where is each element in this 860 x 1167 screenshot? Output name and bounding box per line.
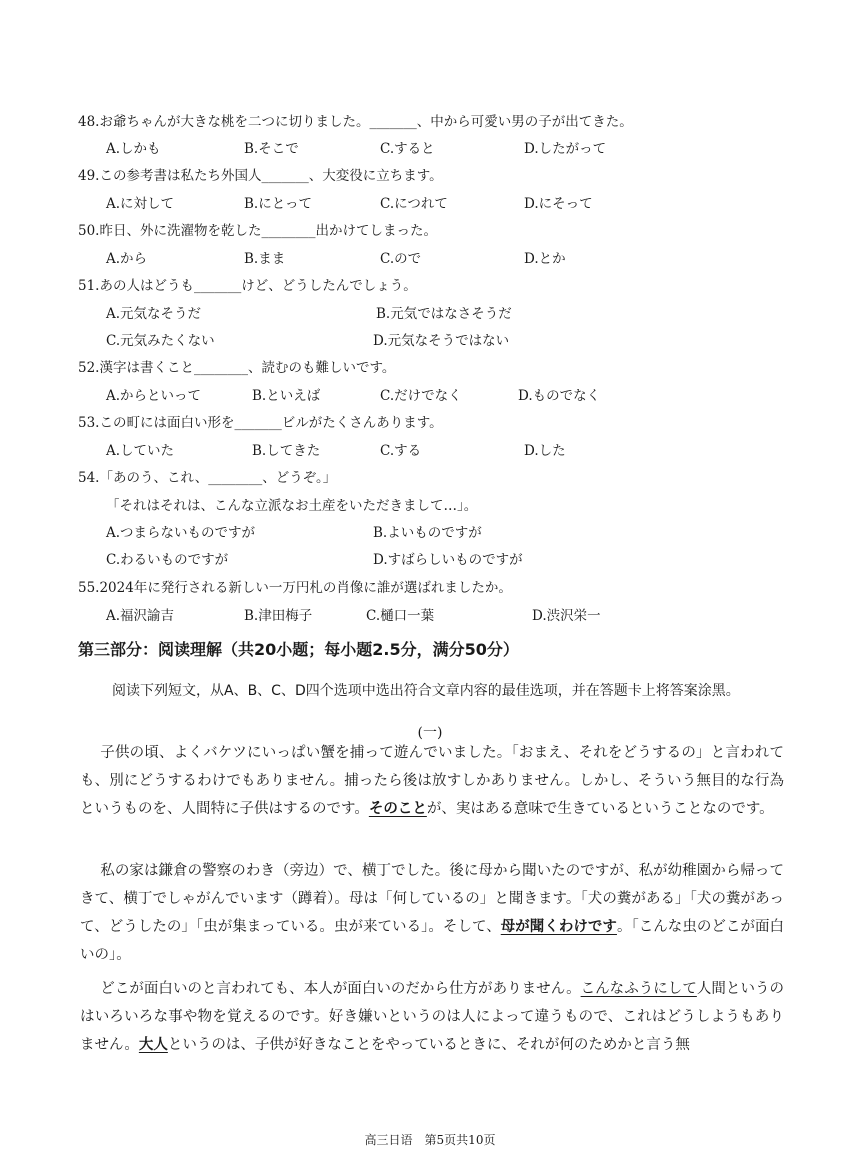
q48-option-d: D.したがって: [524, 141, 607, 157]
q55-option-d: D.渋沢栄一: [532, 608, 601, 624]
q55-option-b: B.津田梅子: [244, 608, 313, 624]
q52-option-b: B.といえば: [252, 388, 321, 404]
question-49-stem: 49.この参考書は私たち外国人_______、大変役に立ちます。: [78, 168, 443, 184]
q55-option-c: C.樋口一葉: [366, 608, 435, 624]
q50-option-a: A.から: [106, 251, 148, 267]
p3-text-a: どこが面白いのと言われても、本人が面白いのだから仕方がありません。: [100, 981, 581, 997]
question-50-stem: 50.昨日、外に洗濯物を乾した________出かけてしまった。: [78, 223, 437, 239]
q53-option-b: B.してきた: [252, 443, 321, 459]
question-48-stem: 48.お爺ちゃんが大きな桃を二つに切りました。_______、中から可愛い男の子が出てきた。: [78, 114, 633, 130]
q48-option-b: B.そこで: [244, 141, 299, 157]
q52-option-c: C.だけでなく: [380, 388, 462, 404]
p1-text-b: が、実はある意味で生きているということなのです。: [426, 801, 774, 817]
q55-option-a: A.福沢諭吉: [106, 608, 175, 624]
q50-option-b: B.まま: [244, 251, 286, 267]
p3-text-b: 人間というのはいろいろな事や物を覚えるのです。好き嫌いというのは人によって違うもので、これはどうしようもありません。: [80, 981, 785, 1053]
q52-option-a: A.からといって: [106, 388, 202, 404]
underlined-phrase-haha: 母が聞くわけです: [500, 918, 617, 935]
passage-paragraph-3: [80, 976, 784, 1060]
p1-text-a: 子供の頃、よくバケツにいっぱい蟹を捕って遊んでいました。「おまえ、それをどうするの」と言われても、別にどうするわけでもありません。捕ったら後は放すしかありません。しかし、そういう無目的な行為というものを、人間特に子供はするのです。: [80, 745, 784, 817]
question-52-stem: 52.漢字は書くこと________、読むのも難しいです。: [78, 360, 396, 376]
q54-option-b: B.よいものですが: [373, 525, 482, 541]
q53-option-d: D.した: [524, 443, 566, 459]
q51-option-a: A.元気なそうだ: [106, 306, 202, 322]
q49-option-c: C.につれて: [380, 196, 448, 212]
q51-option-c: C.元気みたくない: [106, 333, 215, 349]
question-54-dialogue: 「それはそれは、こんな立派なお土産をいただきまして…」。: [106, 498, 478, 514]
section-instruction: 阅读下列短文，从A、B、C、D四个选项中选出符合文章内容的最佳选项，并在答题卡上将答案涂黑。: [112, 683, 740, 699]
q53-option-c: C.する: [380, 443, 422, 459]
q50-option-c: C.ので: [380, 251, 422, 267]
underlined-word-otona: 大人: [138, 1036, 168, 1053]
question-54-stem: 54.「あのう、これ、________、どうぞ。」: [78, 470, 337, 486]
q51-option-d: D.元気なそうではない: [373, 333, 510, 349]
q48-option-c: C.すると: [380, 141, 435, 157]
question-55-stem: 55.2024年に発行される新しい一万円札の肖像に誰が選ばれましたか。: [78, 580, 512, 596]
q49-option-a: A.に対して: [106, 196, 175, 212]
underlined-phrase-sonokoto: そのこと: [368, 800, 427, 817]
passage-number: (一): [417, 725, 443, 741]
p3-text-c: というのは、子供が好きなことをやっているときに、それが何のためかと言う無: [167, 1037, 690, 1053]
p2-text-a: 私の家は鎌倉の警察のわき（旁边）で、横丁でした。後に母から聞いたのですが、私が幼稚園から帰ってきて、横丁でしゃがんでいます（蹲着）。母は「何しているの」と聞きます。「犬の糞がある」「犬の糞があって、どうしたの」「虫が集まっている。虫が来ている」。そして、: [80, 863, 784, 935]
q54-option-c: C.わるいものですが: [106, 552, 229, 568]
q48-option-a: A.しかも: [106, 141, 161, 157]
passage-paragraph-2: [80, 858, 784, 969]
q50-option-d: D.とか: [524, 251, 566, 267]
question-51-stem: 51.あの人はどうも_______けど、どうしたんでしょう。: [78, 278, 417, 294]
passage-paragraph-1: [80, 740, 784, 824]
q53-option-a: A.していた: [106, 443, 175, 459]
q54-option-d: D.すばらしいものですが: [373, 552, 523, 568]
p2-text-b: 。「こんな虫のどこが面白いの」。: [80, 919, 785, 963]
q54-option-a: A.つまらないものですが: [106, 525, 256, 541]
q49-option-b: B.にとって: [244, 196, 312, 212]
question-53-stem: 53.この町には面白い形を_______ビルがたくさんあります。: [78, 415, 443, 431]
page-footer: 高三日语 第5页共10页: [364, 1133, 496, 1147]
q49-option-d: D.にそって: [524, 196, 593, 212]
q51-option-b: B.元気ではなさそうだ: [376, 306, 512, 322]
q52-option-d: D.ものでなく: [518, 388, 601, 404]
underlined-phrase-konnafuuni: こんなふうにして: [580, 981, 697, 997]
section-heading: 第三部分：阅读理解（共20小题；每小题2.5分，满分50分）: [78, 640, 519, 659]
